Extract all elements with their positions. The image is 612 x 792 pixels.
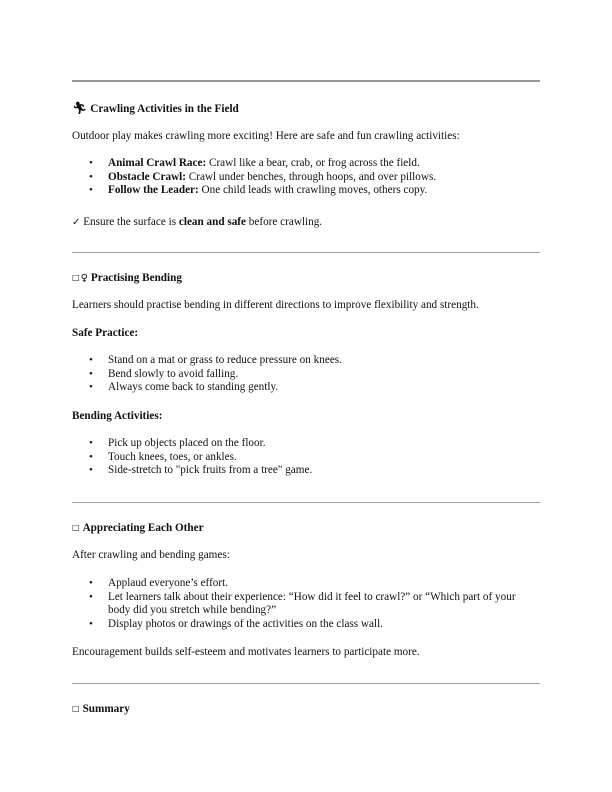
appreciating-intro-block <box>72 549 540 563</box>
placeholder-box-icon: □ <box>72 273 80 282</box>
list-item <box>72 184 540 198</box>
bending-activities-heading: Bending Activities: <box>72 410 163 422</box>
section-divider <box>72 683 540 684</box>
list-item <box>72 171 540 185</box>
appreciating-list-block <box>72 577 540 631</box>
list-item: • Touch knees, toes, or ankles. <box>72 451 540 465</box>
bending-section-heading <box>72 271 540 286</box>
appreciating-list <box>72 577 540 631</box>
list-item: • Bend slowly to avoid falling. <box>72 368 540 382</box>
bending-activities-list <box>72 437 540 478</box>
appreciating-closing-block <box>72 646 540 660</box>
crawling-activities-list <box>72 157 540 198</box>
note-text: Ensure the surface is <box>80 216 179 228</box>
list-item: • Stand on a mat or grass to reduce pressure on knees. <box>72 354 540 368</box>
checkmark-icon: ✓ <box>72 217 81 228</box>
appreciating-intro: After crawling and bending games: <box>72 549 230 561</box>
running-figure-icon: 🏃︎ <box>72 101 88 115</box>
note-text: before crawling. <box>246 216 323 228</box>
appreciating-section-heading <box>72 521 540 536</box>
item-text: Crawl under benches, through hoops, and over pillows. <box>186 170 437 183</box>
safe-practice-list-block <box>72 354 540 395</box>
summary-title: Summary <box>82 703 130 715</box>
list-item: • Display photos or drawings of the activities on the class wall. <box>72 618 530 632</box>
list-item: • Applaud everyone’s effort. <box>72 577 530 591</box>
section-divider <box>72 502 540 503</box>
item-text: Crawl like a bear, crab, or frog across the field. <box>206 157 420 169</box>
list-item: • Side-stretch to "pick fruits from a tree" game. <box>72 464 540 478</box>
appreciating-closing: Encouragement builds self-esteem and motivates learners to participate more. <box>72 646 420 658</box>
safety-note <box>72 216 540 230</box>
list-item: • Pick up objects placed on the floor. <box>72 437 540 451</box>
bending-activities-heading-block <box>72 410 540 424</box>
bending-activities-list-block <box>72 437 540 478</box>
item-text: One child leads with crawling moves, others copy. <box>198 184 428 196</box>
item-label: Follow the Leader: <box>108 184 199 196</box>
crawling-list-block <box>72 157 540 198</box>
item-label: Obstacle Crawl: <box>108 170 186 183</box>
placeholder-box-icon: □ <box>72 704 80 713</box>
section-divider <box>72 252 540 253</box>
bending-intro-block <box>72 299 540 313</box>
list-item: • Always come back to standing gently. <box>72 381 540 395</box>
bending-title: Practising Bending <box>90 272 182 284</box>
safe-practice-heading: Safe Practice: <box>72 327 139 339</box>
safe-practice-list <box>72 354 540 395</box>
safe-practice-heading-block <box>72 327 540 341</box>
crawling-intro: Outdoor play makes crawling more exciting! Here are safe and fun crawling activities: <box>72 130 460 142</box>
list-item: • Let learners talk about their experience: “How did it feel to crawl?” or “Which part of your body did you stretch while bending?” <box>72 591 530 618</box>
list-item <box>72 157 540 171</box>
appreciating-title: Appreciating Each Other <box>82 522 204 534</box>
crawling-section-heading <box>72 102 540 117</box>
placeholder-box-icon: □ <box>72 523 80 532</box>
summary-section-heading <box>72 702 540 717</box>
item-label: Animal Crawl Race: <box>108 157 207 169</box>
safety-note-block <box>72 216 540 230</box>
crawling-title: Crawling Activities in the Field <box>90 103 239 115</box>
top-divider <box>72 80 540 82</box>
note-emphasis: clean and safe <box>178 216 246 228</box>
female-sign-icon: ♀ <box>80 273 88 284</box>
bending-intro: Learners should practise bending in different directions to improve flexibility and strength. <box>72 299 479 311</box>
crawling-intro-block <box>72 130 540 144</box>
